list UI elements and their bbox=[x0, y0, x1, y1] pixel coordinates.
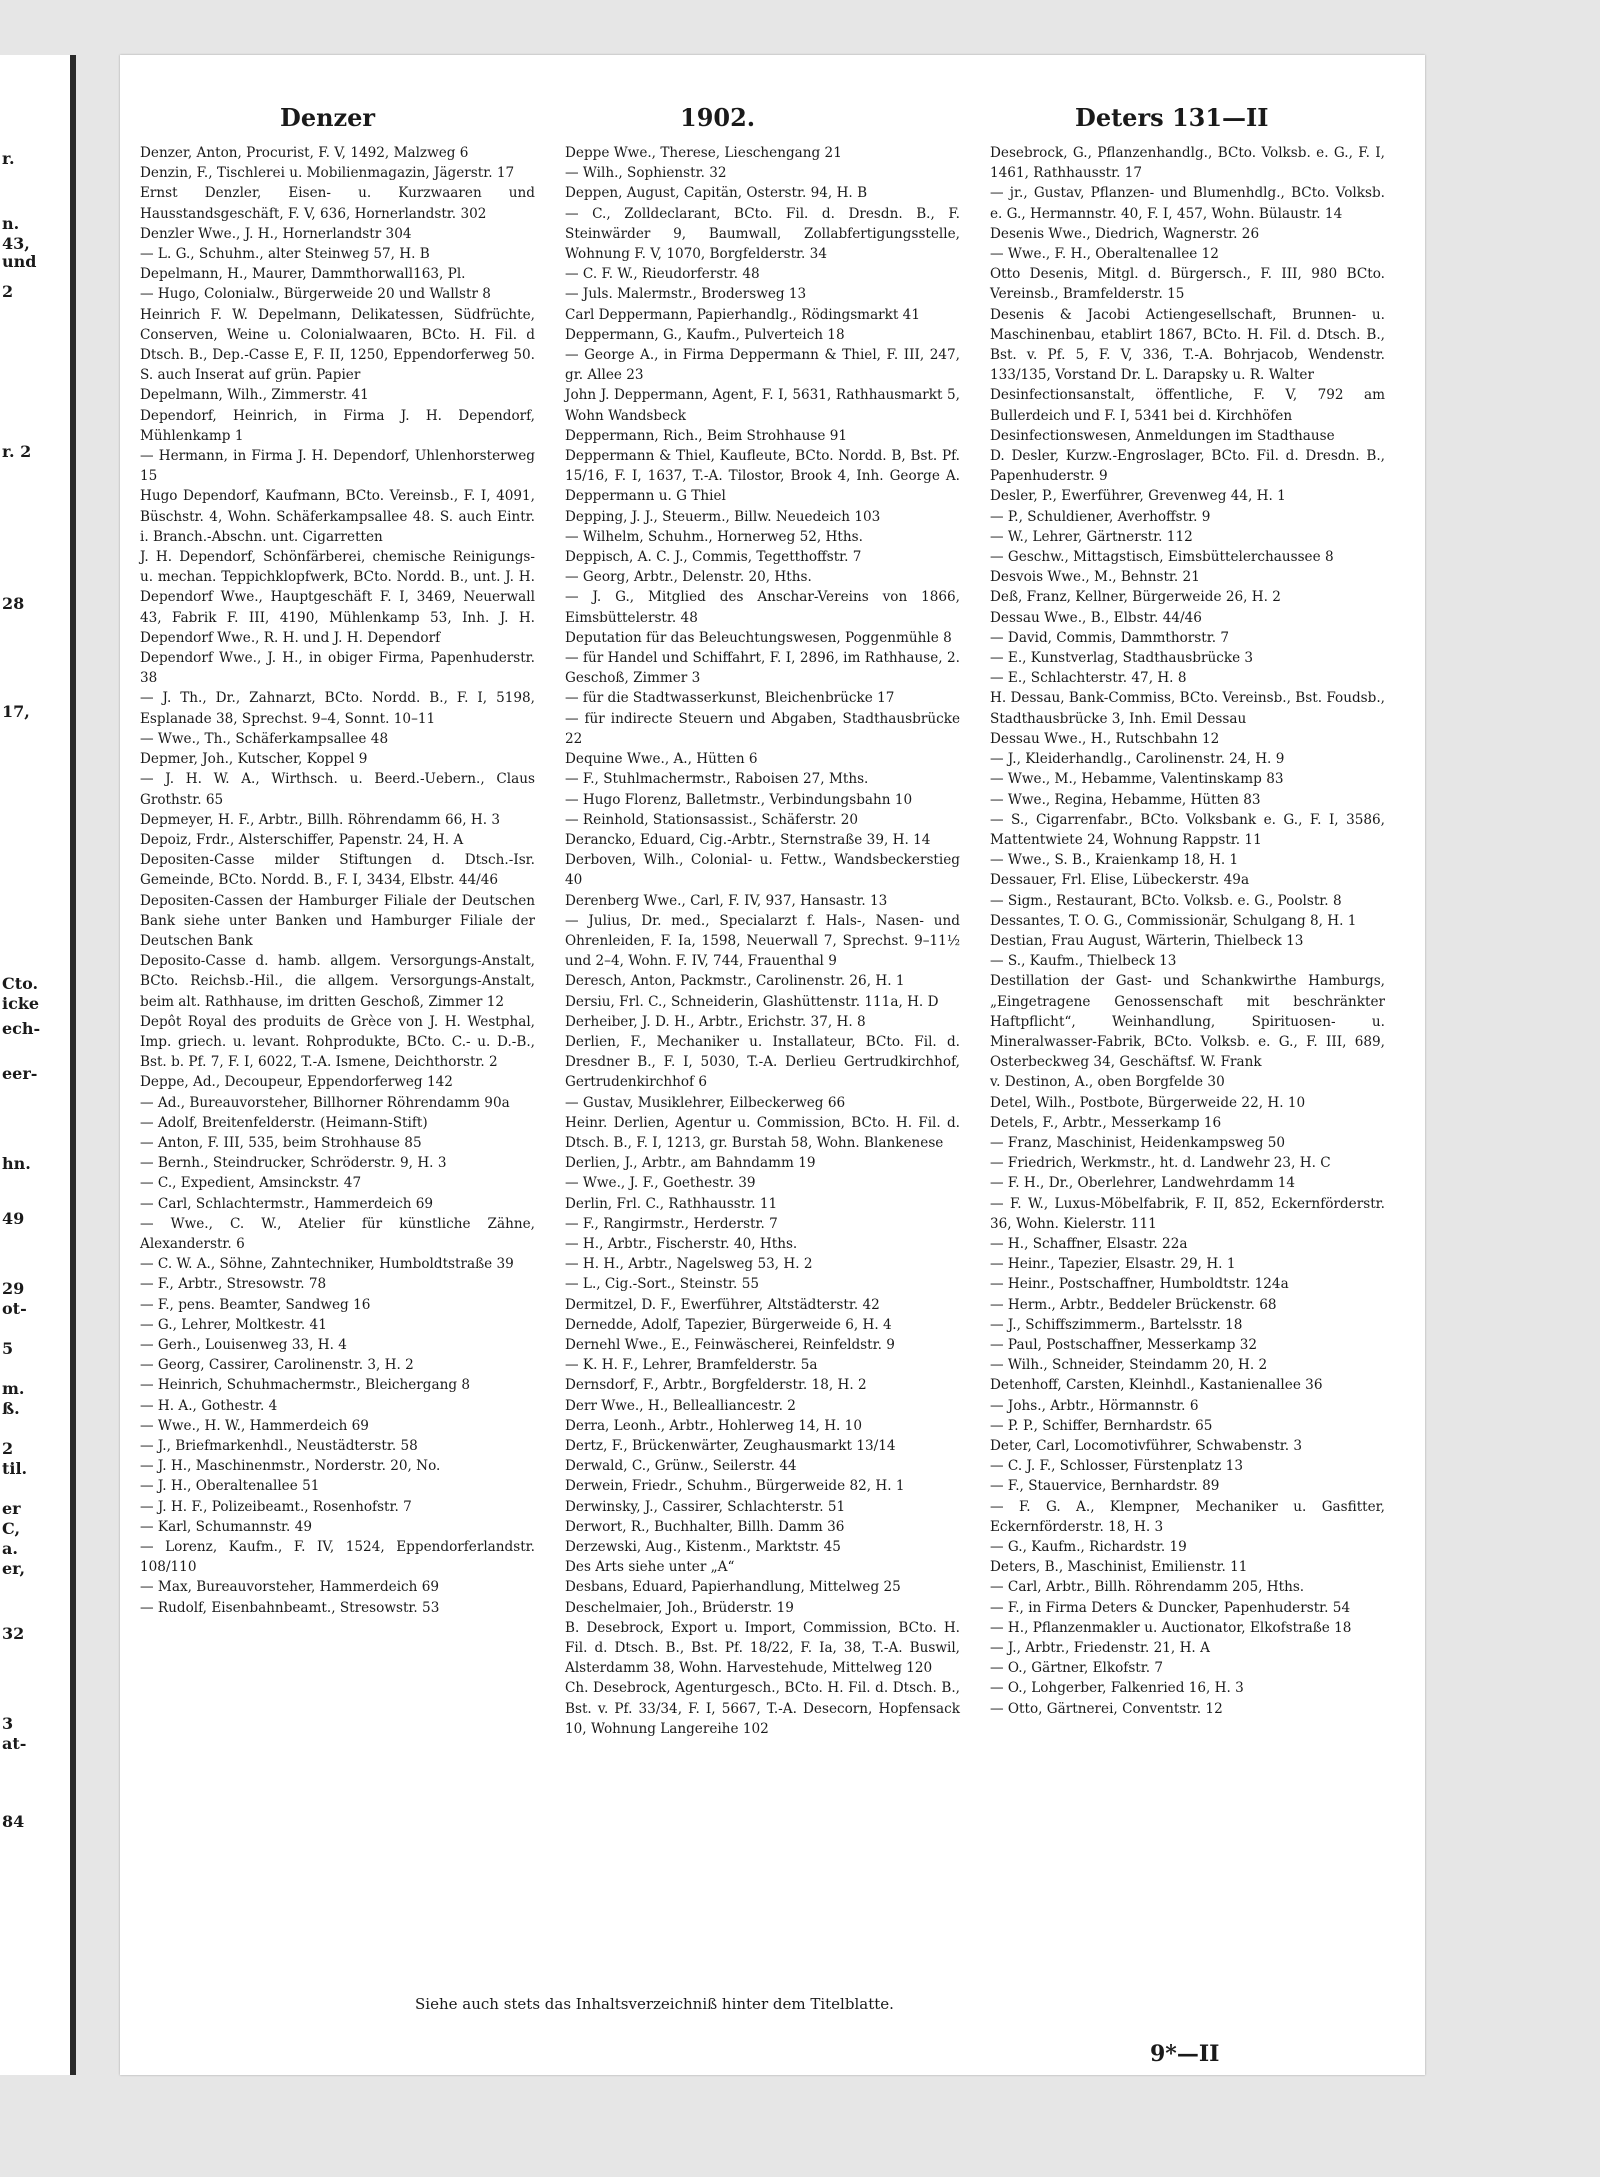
directory-entry: — Herm., Arbtr., Beddeler Brückenstr. 68 bbox=[990, 1296, 1277, 1313]
directory-entry: — J., Arbtr., Friedenstr. 21, H. A bbox=[990, 1640, 1210, 1657]
directory-entry: Denzler Wwe., J. H., Hornerlandstr 304 bbox=[140, 225, 412, 242]
directory-entry: Destillation der Gast- und Schankwirthe Hamburgs, „Eingetragene Genossenschaft mit beschränkter Haftpflicht“, Weinhandlung, Spirituosen- u. Mineralwasser-Fabrik, BCto. Volksb. e. G., F. III, 689, Osterbeckweg 34, Geschäftsf. W. Frank bbox=[990, 973, 1385, 1071]
directory-entry: Deppe, Ad., Decoupeur, Eppendorferweg 142 bbox=[140, 1074, 453, 1091]
fragment: und bbox=[2, 252, 37, 271]
directory-entry: — Georg, Cassirer, Carolinenstr. 3, H. 2 bbox=[140, 1357, 414, 1374]
fragment: 3 bbox=[2, 1714, 14, 1733]
directory-entry: Denzer, Anton, Procurist, F. V, 1492, Malzweg 6 bbox=[140, 145, 469, 161]
directory-entry: Destian, Frau August, Wärterin, Thielbeck 13 bbox=[990, 932, 1304, 949]
directory-entry: — Wwe., J. F., Goethestr. 39 bbox=[565, 1175, 756, 1192]
page-number: 9*—II bbox=[1150, 2041, 1220, 2067]
directory-entry: Deresch, Anton, Packmstr., Carolinenstr. 26, H. 1 bbox=[565, 973, 905, 990]
directory-entry: — H., Schaffner, Elsastr. 22a bbox=[990, 1235, 1188, 1252]
directory-entry: — Rudolf, Eisenbahnbeamt., Stresowstr. 53 bbox=[140, 1599, 440, 1616]
directory-entry: Heinrich F. W. Depelmann, Delikatessen, Südfrüchte, Conserven, Weine u. Colonialwaaren, BCto. H. Fil. d Dtsch. B., Dep.-Casse E, F. II, 1250, Eppendorferweg 50. S. auch Inserat auf grün. Papier bbox=[140, 306, 535, 384]
directory-entry: — Ad., Bureauvorsteher, Billhorner Röhrendamm 90a bbox=[140, 1094, 510, 1111]
directory-entry: — C. W. A., Söhne, Zahntechniker, Humboldtstraße 39 bbox=[140, 1256, 514, 1273]
directory-entry: Dernsdorf, F., Arbtr., Borgfelderstr. 18, H. 2 bbox=[565, 1377, 867, 1394]
adjacent-page-edge bbox=[0, 55, 76, 2075]
directory-entry: Dernedde, Adolf, Tapezier, Bürgerweide 6, H. 4 bbox=[565, 1316, 892, 1333]
directory-entry: Des Arts siehe unter „A“ bbox=[565, 1559, 735, 1576]
directory-entry: — Hugo, Colonialw., Bürgerweide 20 und Wallstr 8 bbox=[140, 286, 491, 303]
directory-entry: — F., in Firma Deters & Duncker, Papenhuderstr. 54 bbox=[990, 1599, 1351, 1616]
directory-entry: Detel, Wilh., Postbote, Bürgerweide 22, H. 10 bbox=[990, 1094, 1306, 1111]
directory-entry: — P. P., Schiffer, Bernhardstr. 65 bbox=[990, 1417, 1213, 1434]
directory-entry: — Wwe., H. W., Hammerdeich 69 bbox=[140, 1417, 369, 1434]
directory-entry: H. Dessau, Bank-Commiss, BCto. Vereinsb., Bst. Foudsb., Stadthausbrücke 3, Inh. Emil Dessau bbox=[990, 690, 1385, 727]
directory-entry: — S., Kaufm., Thielbeck 13 bbox=[990, 953, 1177, 970]
directory-entry: Deppermann & Thiel, Kaufleute, BCto. Nordd. B, Bst. Pf. 15/16, F. I, 1637, T.-A. Tilostor, Brook 4, Inh. George A. Deppermann u. G Thiel bbox=[565, 448, 960, 505]
directory-entry: — J. H. W. A., Wirthsch. u. Beerd.-Uebern., Claus Grothstr. 65 bbox=[140, 771, 535, 808]
directory-entry: — Wwe., F. H., Oberaltenallee 12 bbox=[990, 246, 1219, 263]
directory-entry: — J. Th., Dr., Zahnarzt, BCto. Nordd. B., F. I, 5198, Esplanade 38, Sprechst. 9–4, Sonnt. 10–11 bbox=[140, 690, 535, 727]
directory-entry: Derlin, Frl. C., Rathhausstr. 11 bbox=[565, 1195, 778, 1212]
fragment: 84 bbox=[2, 1812, 25, 1831]
directory-entry: Dertz, F., Brückenwärter, Zeughausmarkt 13/14 bbox=[565, 1438, 896, 1454]
directory-entry: — Gustav, Musiklehrer, Eilbeckerweg 66 bbox=[565, 1094, 846, 1111]
directory-entry: Derancko, Eduard, Cig.-Arbtr., Sternstraße 39, H. 14 bbox=[565, 831, 931, 848]
directory-entry: — H. A., Gothestr. 4 bbox=[140, 1397, 278, 1414]
fragment: 29 bbox=[2, 1279, 25, 1298]
directory-entry: — Bernh., Steindrucker, Schröderstr. 9, H. 3 bbox=[140, 1155, 447, 1172]
directory-entry: — E., Schlachterstr. 47, H. 8 bbox=[990, 670, 1187, 687]
directory-entry: Otto Desenis, Mitgl. d. Bürgersch., F. III, 980 BCto. Vereinsb., Bramfelderstr. 15 bbox=[990, 266, 1385, 303]
directory-entry: — David, Commis, Dammthorstr. 7 bbox=[990, 629, 1230, 646]
directory-entry: Derenberg Wwe., Carl, F. IV, 937, Hansastr. 13 bbox=[565, 892, 888, 909]
directory-entry: — C., Expedient, Amsinckstr. 47 bbox=[140, 1175, 362, 1192]
directory-entry: — Wilhelm, Schuhm., Hornerweg 52, Hths. bbox=[565, 528, 863, 545]
directory-entry: — Wilh., Sophienstr. 32 bbox=[565, 165, 727, 182]
directory-entry: Derra, Leonh., Arbtr., Hohlerweg 14, H. 10 bbox=[565, 1417, 862, 1434]
directory-entry: — für indirecte Steuern und Abgaben, Stadthausbrücke 22 bbox=[565, 710, 960, 747]
directory-entry: — F. H., Dr., Oberlehrer, Landwehrdamm 14 bbox=[990, 1175, 1296, 1192]
directory-entry: — Johs., Arbtr., Hörmannstr. 6 bbox=[990, 1397, 1199, 1414]
directory-entry: — C. F. W., Rieudorferstr. 48 bbox=[565, 266, 760, 283]
directory-entry: — Heinr., Tapezier, Elsastr. 29, H. 1 bbox=[990, 1256, 1236, 1273]
directory-entry: Depositen-Casse milder Stiftungen d. Dtsch.-Isr. Gemeinde, BCto. Nordd. B., F. I, 3434, Elbstr. 44/46 bbox=[140, 852, 535, 889]
directory-entry: — für die Stadtwasserkunst, Bleichenbrücke 17 bbox=[565, 690, 895, 707]
fragment: 2 bbox=[2, 282, 14, 301]
directory-entry: Deppisch, A. C. J., Commis, Tegetthoffstr. 7 bbox=[565, 549, 862, 566]
footer-note: Siehe auch stets das Inhaltsverzeichniß hinter dem Titelblatte. bbox=[415, 1995, 894, 2013]
directory-entry: — K. H. F., Lehrer, Bramfelderstr. 5a bbox=[565, 1357, 818, 1374]
column-2 bbox=[565, 143, 960, 1739]
directory-entry: — J. H., Oberaltenallee 51 bbox=[140, 1478, 320, 1495]
directory-entry: Desenis Wwe., Diedrich, Wagnerstr. 26 bbox=[990, 225, 1260, 242]
directory-entry: — F. W., Luxus-Möbelfabrik, F. II, 852, Eckernförderstr. 36, Wohn. Kielerstr. 111 bbox=[990, 1195, 1385, 1232]
directory-entry: — Franz, Maschinist, Heidenkampsweg 50 bbox=[990, 1134, 1286, 1151]
directory-entry: — J. H. F., Polizeibeamt., Rosenhofstr. 7 bbox=[140, 1498, 412, 1515]
directory-entry: — L. G., Schuhm., alter Steinweg 57, H. B bbox=[140, 246, 430, 263]
directory-entry: Dessau Wwe., H., Rutschbahn 12 bbox=[990, 730, 1220, 747]
directory-entry: Depmer, Joh., Kutscher, Koppel 9 bbox=[140, 751, 368, 768]
directory-entry: Carl Deppermann, Papierhandlg., Rödingsmarkt 41 bbox=[565, 306, 920, 323]
directory-entry: — Anton, F. III, 535, beim Strohhause 85 bbox=[140, 1134, 422, 1151]
directory-entry: Deß, Franz, Kellner, Bürgerweide 26, H. 2 bbox=[990, 589, 1281, 606]
directory-entry: Derwinsky, J., Cassirer, Schlachterstr. 51 bbox=[565, 1498, 846, 1515]
directory-entry: — Adolf, Breitenfelderstr. (Heimann-Stift) bbox=[140, 1114, 428, 1131]
directory-entry: Desinfectionsanstalt, öffentliche, F. V, 792 am Bullerdeich und F. I, 5341 bei d. Kirchhöfen bbox=[990, 387, 1385, 424]
directory-entry: — H., Pflanzenmakler u. Auctionator, Elkofstraße 18 bbox=[990, 1619, 1352, 1636]
fragment: n. bbox=[2, 214, 20, 233]
directory-entry: — Wwe., Th., Schäferkampsallee 48 bbox=[140, 730, 389, 747]
directory-entry: Deppe Wwe., Therese, Lieschengang 21 bbox=[565, 145, 842, 161]
directory-entry: Derzewski, Aug., Kistenm., Marktstr. 45 bbox=[565, 1539, 841, 1556]
directory-entry: — L., Cig.-Sort., Steinstr. 55 bbox=[565, 1276, 759, 1293]
directory-entry: Deters, B., Maschinist, Emilienstr. 11 bbox=[990, 1559, 1248, 1576]
directory-entry: Hugo Dependorf, Kaufmann, BCto. Vereinsb., F. I, 4091, Büschstr. 4, Wohn. Schäferkampsallee 48. S. auch Eintr. i. Branch.-Abschn. unt. Cigarretten bbox=[140, 488, 535, 545]
directory-entry: Dessau Wwe., B., Elbstr. 44/46 bbox=[990, 609, 1202, 626]
directory-entry: Deppermann, G., Kaufm., Pulverteich 18 bbox=[565, 326, 845, 343]
directory-entry: Derlien, J., Arbtr., am Bahndamm 19 bbox=[565, 1155, 816, 1172]
directory-entry: — Friedrich, Werkmstr., ht. d. Landwehr 23, H. C bbox=[990, 1155, 1331, 1172]
directory-entry: — G., Lehrer, Moltkestr. 41 bbox=[140, 1316, 327, 1333]
directory-entry: — O., Gärtner, Elkofstr. 7 bbox=[990, 1660, 1164, 1677]
fragment: 5 bbox=[2, 1339, 14, 1358]
directory-entry: — F., pens. Beamter, Sandweg 16 bbox=[140, 1296, 371, 1313]
directory-entry: — J., Kleiderhandlg., Carolinenstr. 24, H. 9 bbox=[990, 751, 1285, 768]
directory-entry: — Hugo Florenz, Balletmstr., Verbindungsbahn 10 bbox=[565, 791, 913, 808]
directory-entry: — H. H., Arbtr., Nagelsweg 53, H. 2 bbox=[565, 1256, 813, 1273]
fragment: 43, bbox=[2, 234, 30, 253]
directory-entry: Dernehl Wwe., E., Feinwäscherei, Reinfeldstr. 9 bbox=[565, 1336, 895, 1353]
directory-entry: — Wwe., S. B., Kraienkamp 18, H. 1 bbox=[990, 852, 1239, 869]
fragment: 49 bbox=[2, 1209, 25, 1228]
directory-entry: Deschelmaier, Joh., Brüderstr. 19 bbox=[565, 1599, 794, 1616]
header-left: Denzer bbox=[280, 103, 376, 132]
directory-entry: — F., Rangirmstr., Herderstr. 7 bbox=[565, 1215, 778, 1232]
directory-entry: — Reinhold, Stationsassist., Schäferstr. 20 bbox=[565, 811, 859, 828]
directory-entry: Desvois Wwe., M., Behnstr. 21 bbox=[990, 569, 1200, 586]
directory-entry: Derwald, C., Grünw., Seilerstr. 44 bbox=[565, 1458, 797, 1475]
directory-entry: — Sigm., Restaurant, BCto. Volksb. e. G., Poolstr. 8 bbox=[990, 892, 1342, 909]
directory-entry: Deputation für das Beleuchtungswesen, Poggenmühle 8 bbox=[565, 629, 952, 646]
directory-entry: John J. Deppermann, Agent, F. I, 5631, Rathhausmarkt 5, Wohn Wandsbeck bbox=[565, 387, 960, 424]
directory-entry: Desenis & Jacobi Actiengesellschaft, Brunnen- u. Maschinenbau, etablirt 1867, BCto. H. Fil. d. Dtsch. B., Bst. v. Pf. 5, F. V, 336, T.-A. Bohrjacob, Wendenstr. 133/135, Vorstand Dr. L. Darapsky u. R. Walter bbox=[990, 306, 1385, 384]
directory-entry: Deppen, August, Capitän, Osterstr. 94, H. B bbox=[565, 185, 868, 202]
directory-entry: — Paul, Postschaffner, Messerkamp 32 bbox=[990, 1336, 1258, 1353]
directory-entry: Ernst Denzler, Eisen- u. Kurzwaaren und Hausstandsgeschäft, F. V, 636, Hornerlandstr. 302 bbox=[140, 185, 535, 222]
directory-entry: — F., Stuhlmachermstr., Raboisen 27, Mths. bbox=[565, 771, 869, 788]
directory-entry: — W., Lehrer, Gärtnerstr. 112 bbox=[990, 528, 1193, 545]
fragment: m. bbox=[2, 1379, 25, 1398]
directory-entry: D. Desler, Kurzw.-Engroslager, BCto. Fil. d. Dresdn. B., Papenhuderstr. 9 bbox=[990, 448, 1385, 485]
directory-entry: — F., Arbtr., Stresowstr. 78 bbox=[140, 1276, 327, 1293]
directory-entry: Derboven, Wilh., Colonial- u. Fettw., Wandsbeckerstieg 40 bbox=[565, 852, 960, 889]
fragment: hn. bbox=[2, 1154, 31, 1173]
directory-entry: — Geschw., Mittagstisch, Eimsbüttelerchaussee 8 bbox=[990, 549, 1334, 566]
directory-entry: Depmeyer, H. F., Arbtr., Billh. Röhrendamm 66, H. 3 bbox=[140, 811, 501, 828]
directory-entry: — S., Cigarrenfabr., BCto. Volksbank e. G., F. I, 3586, Mattentwiete 24, Wohnung Rappstr. 11 bbox=[990, 811, 1385, 848]
directory-entry: Derheiber, J. D. H., Arbtr., Erichstr. 37, H. 8 bbox=[565, 1013, 866, 1030]
directory-entry: Detenhoff, Carsten, Kleinhdl., Kastanienallee 36 bbox=[990, 1377, 1323, 1394]
fragment: er, bbox=[2, 1559, 26, 1578]
directory-entry: Denzin, F., Tischlerei u. Mobilienmagazin, Jägerstr. 17 bbox=[140, 165, 515, 182]
directory-entry: Dermitzel, D. F., Ewerführer, Altstädterstr. 42 bbox=[565, 1296, 880, 1313]
directory-entry: — Otto, Gärtnerei, Conventstr. 12 bbox=[990, 1700, 1223, 1717]
directory-entry: — Max, Bureauvorsteher, Hammerdeich 69 bbox=[140, 1579, 440, 1596]
directory-entry: — jr., Gustav, Pflanzen- und Blumenhdlg., BCto. Volksb. e. G., Hermannstr. 40, F. I, 457, Wohn. Bülaustr. 14 bbox=[990, 185, 1385, 222]
directory-entry: — Heinr., Postschaffner, Humboldtstr. 124a bbox=[990, 1276, 1289, 1293]
directory-entry: — Heinrich, Schuhmachermstr., Bleichergang 8 bbox=[140, 1377, 471, 1394]
directory-entry: J. H. Dependorf, Schönfärberei, chemische Reinigungs- u. mechan. Teppichklopfwerk, BCto. Nordd. B., unt. J. H. Dependorf Wwe., Hauptgeschäft F. I, 3469, Neuerwall 43, Fabrik F. III, 4190, Mühlenkamp 53, Inh. J. H. Dependorf Wwe., R. H. und J. H. Dependorf bbox=[140, 549, 535, 646]
fragment: ech- bbox=[2, 1019, 41, 1038]
directory-entry: — Carl, Schlachtermstr., Hammerdeich 69 bbox=[140, 1195, 434, 1212]
fragment: r. bbox=[2, 149, 15, 168]
header-right: Deters 131—II bbox=[1075, 103, 1269, 132]
fragment: til. bbox=[2, 1459, 28, 1478]
directory-entry: — Hermann, in Firma J. H. Dependorf, Uhlenhorsterweg 15 bbox=[140, 448, 535, 485]
directory-entry: Desinfectionswesen, Anmeldungen im Stadthause bbox=[990, 427, 1335, 444]
directory-entry: Heinr. Derlien, Agentur u. Commission, BCto. H. Fil. d. Dtsch. B., F. I, 1213, gr. Burstah 58, Wohn. Blankenese bbox=[565, 1114, 960, 1151]
fragment: at- bbox=[2, 1734, 27, 1753]
directory-entry: — Julius, Dr. med., Specialarzt f. Hals-, Nasen- und Ohrenleiden, F. Ia, 1598, Neuerwall 7, Sprechst. 9–11½ und 2–4, Wohn. F. IV, 744, Frauenthal 9 bbox=[565, 912, 960, 970]
directory-entry: Desebrock, G., Pflanzenhandlg., BCto. Volksb. e. G., F. I, 1461, Rathhausstr. 17 bbox=[990, 145, 1385, 182]
fragment: ß. bbox=[2, 1399, 20, 1418]
directory-entry: — Lorenz, Kaufm., F. IV, 1524, Eppendorferlandstr. 108/110 bbox=[140, 1539, 535, 1576]
directory-entry: — J. H., Maschinenmstr., Norderstr. 20, No. bbox=[140, 1458, 441, 1475]
directory-entry: — C., Zolldeclarant, BCto. Fil. d. Dresdn. B., F. Steinwärder 9, Baumwall, Zollabfertigungsstelle, Wohnung F. V, 1070, Borgfelderstr. 34 bbox=[565, 205, 960, 263]
directory-entry: Depelmann, H., Maurer, Dammthorwall163, Pl. bbox=[140, 266, 466, 283]
directory-entry: Dersiu, Frl. C., Schneiderin, Glashüttenstr. 111a, H. D bbox=[565, 993, 939, 1010]
fragment: 32 bbox=[2, 1624, 25, 1643]
directory-entry: — Karl, Schumannstr. 49 bbox=[140, 1518, 312, 1535]
directory-entry: — Wwe., M., Hebamme, Valentinskamp 83 bbox=[990, 771, 1284, 788]
directory-entry: Derwein, Friedr., Schuhm., Bürgerweide 82, H. 1 bbox=[565, 1478, 905, 1495]
header-center: 1902. bbox=[680, 103, 756, 132]
fragment: eer- bbox=[2, 1064, 38, 1083]
directory-entry: Deposito-Casse d. hamb. allgem. Versorgungs-Anstalt, BCto. Reichsb.-Hil., die allgem. Versorgungs-Anstalt, beim alt. Rathhause, im dritten Geschoß, Zimmer 12 bbox=[140, 953, 535, 1010]
directory-entry: — J., Schiffszimmerm., Bartelsstr. 18 bbox=[990, 1316, 1243, 1333]
column-1 bbox=[140, 143, 535, 1618]
directory-entry: Dequine Wwe., A., Hütten 6 bbox=[565, 751, 758, 768]
directory-entry: Dependorf Wwe., J. H., in obiger Firma, Papenhuderstr. 38 bbox=[140, 650, 535, 687]
directory-entry: Dessantes, T. O. G., Commissionär, Schulgang 8, H. 1 bbox=[990, 912, 1357, 929]
directory-entry: — O., Lohgerber, Falkenried 16, H. 3 bbox=[990, 1680, 1244, 1697]
directory-entry: v. Destinon, A., oben Borgfelde 30 bbox=[990, 1074, 1225, 1091]
directory-entry: Depoiz, Frdr., Alsterschiffer, Papenstr. 24, H. A bbox=[140, 831, 464, 848]
directory-entry: Detels, F., Arbtr., Messerkamp 16 bbox=[990, 1114, 1222, 1131]
fragment: icke bbox=[2, 994, 40, 1013]
fragment: r. 2 bbox=[2, 442, 32, 461]
column-3 bbox=[990, 143, 1385, 1719]
directory-entry: — Wilh., Schneider, Steindamm 20, H. 2 bbox=[990, 1357, 1268, 1374]
directory-entry: — F. G. A., Klempner, Mechaniker u. Gasfitter, Eckernförderstr. 18, H. 3 bbox=[990, 1498, 1385, 1535]
directory-entry: — Wwe., Regina, Hebamme, Hütten 83 bbox=[990, 791, 1261, 808]
directory-entry: Depositen-Cassen der Hamburger Filiale der Deutschen Bank siehe unter Banken und Hamburger Filiale der Deutschen Bank bbox=[140, 892, 535, 949]
directory-entry: Dependorf, Heinrich, in Firma J. H. Dependorf, Mühlenkamp 1 bbox=[140, 407, 535, 444]
directory-entry: — P., Schuldiener, Averhoffstr. 9 bbox=[990, 508, 1211, 525]
directory-entry: — für Handel und Schiffahrt, F. I, 2896, im Rathhause, 2. Geschoß, Zimmer 3 bbox=[565, 650, 960, 687]
directory-entry: Desler, P., Ewerführer, Grevenweg 44, H. 1 bbox=[990, 488, 1286, 505]
directory-entry: — E., Kunstverlag, Stadthausbrücke 3 bbox=[990, 650, 1254, 667]
fragment: a. bbox=[2, 1539, 18, 1558]
fragment: 2 bbox=[2, 1439, 14, 1458]
directory-entry: — C. J. F., Schlosser, Fürstenplatz 13 bbox=[990, 1458, 1243, 1475]
directory-entry: — Juls. Malermstr., Brodersweg 13 bbox=[565, 286, 807, 303]
directory-entry: — Georg, Arbtr., Delenstr. 20, Hths. bbox=[565, 569, 812, 586]
directory-entry: Depelmann, Wilh., Zimmerstr. 41 bbox=[140, 387, 369, 404]
directory-entry: Deppermann, Rich., Beim Strohhause 91 bbox=[565, 427, 848, 444]
directory-entry: Deter, Carl, Locomotivführer, Schwabenstr. 3 bbox=[990, 1438, 1303, 1454]
directory-entry: — Wwe., C. W., Atelier für künstliche Zähne, Alexanderstr. 6 bbox=[140, 1215, 535, 1252]
directory-entry: Desbans, Eduard, Papierhandlung, Mittelweg 25 bbox=[565, 1579, 901, 1596]
directory-entry: — F., Stauervice, Bernhardstr. 89 bbox=[990, 1478, 1220, 1495]
directory-entry: B. Desebrock, Export u. Import, Commission, BCto. H. Fil. d. Dtsch. B., Bst. Pf. 18/22, F. Ia, 38, T.-A. Buswil, Alsterdamm 38, Wohn. Harvestehude, Mittelweg 120 bbox=[565, 1619, 960, 1677]
directory-entry: Ch. Desebrock, Agenturgesch., BCto. H. Fil. d. Dtsch. B., Bst. v. Pf. 33/34, F. I, 5667, T.-A. Desecorn, Hopfensack 10, Wohnung Langereihe 102 bbox=[565, 1680, 960, 1737]
directory-entry: — J. G., Mitglied des Anschar-Vereins von 1866, Eimsbüttelerstr. 48 bbox=[565, 589, 960, 626]
directory-entry: — Gerh., Louisenweg 33, H. 4 bbox=[140, 1336, 347, 1353]
directory-entry: — J., Briefmarkenhdl., Neustädterstr. 58 bbox=[140, 1438, 418, 1454]
directory-entry: — George A., in Firma Deppermann & Thiel, F. III, 247, gr. Allee 23 bbox=[565, 347, 960, 384]
directory-entry: — H., Arbtr., Fischerstr. 40, Hths. bbox=[565, 1235, 798, 1252]
directory-entry: Depping, J. J., Steuerm., Billw. Neuedeich 103 bbox=[565, 508, 881, 525]
directory-entry: Derr Wwe., H., Bellealliancestr. 2 bbox=[565, 1397, 796, 1414]
directory-entry: Derwort, R., Buchhalter, Billh. Damm 36 bbox=[565, 1518, 845, 1535]
directory-entry: Derlien, F., Mechaniker u. Installateur, BCto. Fil. d. Dresdner B., F. I, 5030, T.-A. Derlieu Gertrudkirchhof, Gertrudenkirchhof 6 bbox=[565, 1033, 960, 1091]
directory-page bbox=[120, 55, 1425, 2075]
fragment: 17, bbox=[2, 702, 30, 721]
fragment: 28 bbox=[2, 594, 25, 613]
fragment: ot- bbox=[2, 1299, 27, 1318]
fragment: C, bbox=[2, 1519, 21, 1538]
directory-entry: — G., Kaufm., Richardstr. 19 bbox=[990, 1539, 1187, 1556]
directory-entry: Dessauer, Frl. Elise, Lübeckerstr. 49a bbox=[990, 872, 1250, 889]
fragment: Cto. bbox=[2, 974, 39, 993]
fragment: er bbox=[2, 1499, 21, 1518]
directory-entry: Depôt Royal des produits de Grèce von J. H. Westphal, Imp. griech. u. levant. Rohprodukte, BCto. C.- u. D.-B., Bst. b. Pf. 7, F. I, 6022, T.-A. Ismene, Deichthorstr. 2 bbox=[140, 1013, 535, 1071]
directory-entry: — Carl, Arbtr., Billh. Röhrendamm 205, Hths. bbox=[990, 1579, 1305, 1596]
